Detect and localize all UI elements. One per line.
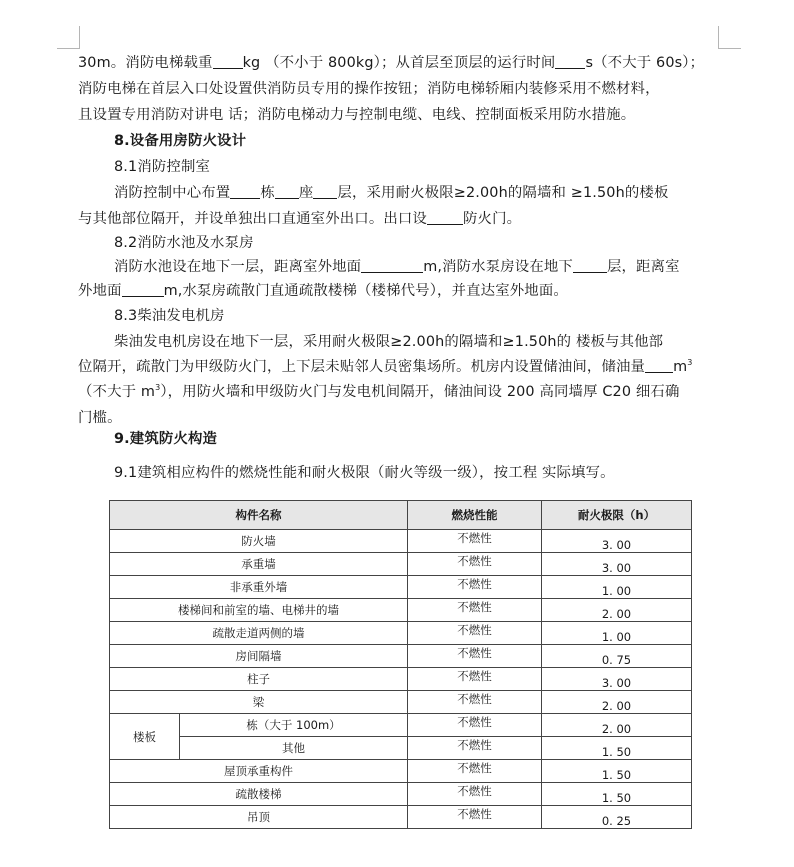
combustibility-cell[interactable]: 不燃性 bbox=[408, 668, 542, 691]
component-name: 疏散走道两侧的墙 bbox=[110, 622, 408, 645]
combustibility-cell[interactable]: 不燃性 bbox=[408, 599, 542, 622]
combustibility-cell[interactable]: 不燃性 bbox=[408, 714, 542, 737]
blank-building[interactable] bbox=[230, 184, 260, 199]
table-row bbox=[110, 760, 692, 783]
generator-line-1: 柴油发电机房设在地下一层，采用耐火极限≥2.00h的隔墙和≥1.50h的 楼板与其他部 bbox=[114, 334, 664, 350]
blank-block[interactable] bbox=[275, 184, 299, 199]
table-row bbox=[110, 553, 692, 576]
fire-rating-cell[interactable]: 2. 00 bbox=[542, 714, 692, 737]
blank-pump-depth[interactable] bbox=[122, 282, 164, 297]
blank-elevator-time[interactable] bbox=[555, 54, 585, 69]
page-corner-mark-top-left bbox=[57, 26, 80, 49]
fire-rating-cell[interactable]: 1. 00 bbox=[542, 576, 692, 599]
table-row bbox=[110, 737, 692, 760]
table-row bbox=[110, 599, 692, 622]
control-room-line-1: 消防控制中心布置 栋 座 层，采用耐火极限≥2.00h的隔墙和 ≥1.50h的楼板 bbox=[114, 185, 669, 201]
elevator-line-3: 且设置专用消防对讲电 话；消防电梯动力与控制电缆、电线、控制面板采用防水措施。 bbox=[78, 107, 636, 123]
fire-rating-cell[interactable]: 1. 50 bbox=[542, 737, 692, 760]
fire-resistance-table bbox=[109, 500, 692, 829]
elevator-line-2: 消防电梯在首层入口处设置供消防员专用的操作按钮；消防电梯轿厢内装修采用不燃材料， bbox=[78, 81, 660, 97]
fire-rating-cell[interactable]: 0. 75 bbox=[542, 645, 692, 668]
blank-oil-volume[interactable] bbox=[645, 358, 673, 373]
pump-room-line-1: 消防水池设在地下一层，距离室外地面 m,消防水泵房设在地下 层，距离室 bbox=[114, 259, 680, 275]
section-8-3-title: 8.3柴油发电机房 bbox=[114, 308, 225, 324]
table-row bbox=[110, 691, 692, 714]
table-row bbox=[110, 806, 692, 829]
blank-elevator-load[interactable] bbox=[213, 54, 243, 69]
section-9-heading: 9.建筑防火构造 bbox=[114, 431, 218, 447]
table-row bbox=[110, 576, 692, 599]
component-name: 承重墙 bbox=[110, 553, 408, 576]
section-8-heading: 8.设备用房防火设计 bbox=[114, 133, 247, 149]
fire-rating-cell[interactable]: 0. 25 bbox=[542, 806, 692, 829]
blank-pool-depth[interactable] bbox=[361, 258, 423, 273]
fire-rating-cell[interactable]: 2. 00 bbox=[542, 599, 692, 622]
blank-fire-door-class[interactable] bbox=[427, 210, 463, 225]
component-name: 屋顶承重构件 bbox=[110, 760, 408, 783]
component-name: 非承重外墙 bbox=[110, 576, 408, 599]
header-combustibility: 燃烧性能 bbox=[408, 501, 542, 530]
component-name: 楼梯间和前室的墙、电梯井的墙 bbox=[110, 599, 408, 622]
table-row bbox=[110, 530, 692, 553]
combustibility-cell[interactable]: 不燃性 bbox=[408, 806, 542, 829]
page-corner-mark-top-right bbox=[718, 26, 741, 49]
blank-floor[interactable] bbox=[313, 184, 337, 199]
component-name: 防火墙 bbox=[110, 530, 408, 553]
component-name: 疏散楼梯 bbox=[110, 783, 408, 806]
table-row bbox=[110, 714, 692, 737]
combustibility-cell[interactable]: 不燃性 bbox=[408, 737, 542, 760]
generator-line-3: （不大于 $m^3$），用防火墙和甲级防火门与发电机间隔开，储油间设 200 高同墙厚 C20 细石确 bbox=[78, 383, 680, 400]
fire-rating-cell[interactable]: 1. 50 bbox=[542, 783, 692, 806]
fire-rating-cell[interactable]: 3. 00 bbox=[542, 530, 692, 553]
combustibility-cell[interactable]: 不燃性 bbox=[408, 553, 542, 576]
table-row bbox=[110, 622, 692, 645]
floor-slab-group-label: 楼板 bbox=[110, 714, 180, 760]
section-8-2-title: 8.2消防水池及水泵房 bbox=[114, 235, 254, 251]
table-header-row bbox=[110, 501, 692, 530]
section-8-1-title: 8.1消防控制室 bbox=[114, 159, 211, 175]
control-room-line-2: 与其他部位隔开，并设单独出口直通室外出口。出口设 防火门。 bbox=[78, 211, 522, 227]
combustibility-cell[interactable]: 不燃性 bbox=[408, 530, 542, 553]
combustibility-cell[interactable]: 不燃性 bbox=[408, 783, 542, 806]
combustibility-cell[interactable]: 不燃性 bbox=[408, 760, 542, 783]
combustibility-cell[interactable]: 不燃性 bbox=[408, 622, 542, 645]
component-name: 吊顶 bbox=[110, 806, 408, 829]
fire-rating-cell[interactable]: 1. 00 bbox=[542, 622, 692, 645]
combustibility-cell[interactable]: 不燃性 bbox=[408, 576, 542, 599]
fire-rating-cell[interactable]: 2. 00 bbox=[542, 691, 692, 714]
table-row bbox=[110, 645, 692, 668]
table-row bbox=[110, 668, 692, 691]
elevator-line-1: 30m。消防电梯载重 kg （不小于 800kg）；从首层至顶层的运行时间 s（不大于 60s）； bbox=[78, 55, 705, 71]
table-row bbox=[110, 783, 692, 806]
component-name: 柱子 bbox=[110, 668, 408, 691]
combustibility-cell[interactable]: 不燃性 bbox=[408, 645, 542, 668]
section-9-1-text: 9.1建筑相应构件的燃烧性能和耐火极限（耐火等级一级），按工程 实际填写。 bbox=[114, 465, 615, 481]
header-fire-rating: 耐火极限（h） bbox=[542, 501, 692, 530]
generator-line-2: 位隔开，疏散门为甲级防火门，上下层未贴邻人员密集场所。机房内设置储油间，储油量 $m^3$ bbox=[78, 358, 693, 375]
fire-rating-cell[interactable]: 1. 50 bbox=[542, 760, 692, 783]
pump-room-line-2: 外地面 m,水泵房疏散门直通疏散楼梯（楼梯代号），并直达室外地面。 bbox=[78, 283, 568, 299]
fire-rating-cell[interactable]: 3. 00 bbox=[542, 668, 692, 691]
blank-pump-floor[interactable] bbox=[573, 258, 607, 273]
generator-line-4: 门槛。 bbox=[78, 410, 122, 426]
fire-rating-cell[interactable]: 3. 00 bbox=[542, 553, 692, 576]
component-name: 梁 bbox=[110, 691, 408, 714]
combustibility-cell[interactable]: 不燃性 bbox=[408, 691, 542, 714]
component-name: 房间隔墙 bbox=[110, 645, 408, 668]
component-name: 其他 bbox=[180, 737, 408, 760]
component-name: 栋（大于 100m） bbox=[180, 714, 408, 737]
header-component: 构件名称 bbox=[110, 501, 408, 530]
